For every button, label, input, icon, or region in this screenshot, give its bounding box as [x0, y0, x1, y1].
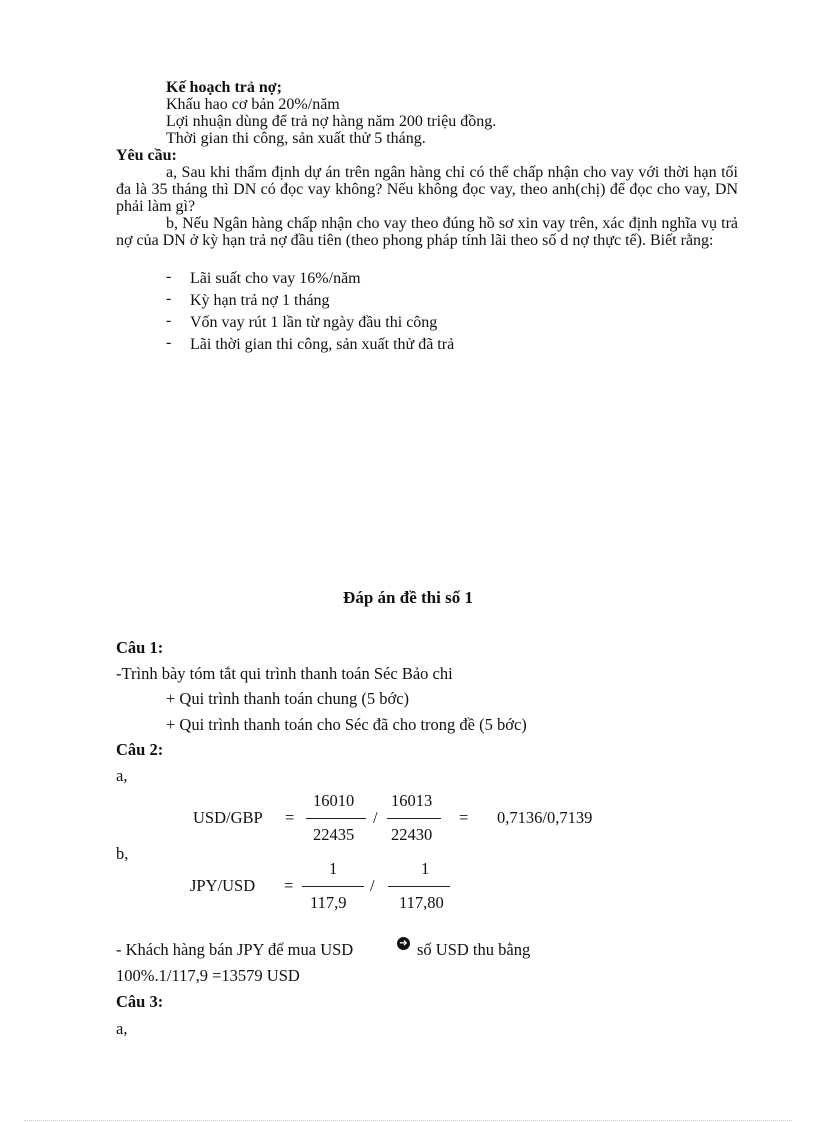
arrow-right-icon: ➜: [397, 937, 410, 950]
fraction-denominator-1: 22435: [313, 825, 355, 844]
bullet-interest-rate: Lãi suất cho vay 16%/năm: [190, 270, 361, 287]
q3-part-a-label: a,: [116, 1019, 128, 1038]
fraction-numerator-2: 16013: [391, 791, 433, 810]
fraction-denominator-1: 117,9: [310, 893, 347, 912]
fraction-numerator-1: 1: [329, 859, 338, 878]
bullet-marker: -: [166, 334, 172, 351]
fraction-numerator-1: 16010: [313, 791, 355, 810]
fraction-bar: [388, 886, 450, 887]
bullet-interest-paid: Lãi thời gian thi công, sản xuất thử đã trả: [190, 336, 455, 353]
fraction-bar: [302, 886, 364, 887]
requirement-a-paragraph: a, Sau khi thẩm định dự án trên ngân hàng chỉ có thể chấp nhận cho vay với thời hạn tối đa là 35 tháng thì DN có đọc vay không? Nếu không đọc vay, theo anh(chị) để đọc cho vay, DN phải làm gì?: [116, 164, 738, 215]
plan-title: Kế hoạch trả nợ;: [166, 79, 282, 96]
answer-title: Đáp án đề thi số 1: [343, 588, 473, 607]
bullet-marker: -: [166, 312, 172, 329]
q2-heading: Câu 2:: [116, 740, 164, 759]
plan-line-construction-time: Thời gian thi công, sản xuất thử 5 tháng.: [166, 130, 426, 147]
equals-sign: =: [285, 808, 295, 827]
q1-summary-line: -Trình bày tóm tắt qui trình thanh toán Séc Bảo chi: [116, 664, 453, 683]
plan-line-profit: Lợi nhuận dùng để trả nợ hàng năm 200 triệu đồng.: [166, 113, 497, 130]
requirements-title: Yêu cầu:: [116, 147, 177, 164]
usd-gbp-pair: USD/GBP: [193, 808, 263, 827]
jpy-usd-pair: JPY/USD: [190, 876, 256, 895]
fraction-denominator-2: 117,80: [399, 893, 444, 912]
page-bottom-divider: [24, 1120, 792, 1121]
fraction-slash: /: [370, 876, 375, 895]
equals-sign: =: [284, 876, 294, 895]
usd-calculation: 100%.1/117,9 =13579 USD: [116, 966, 300, 985]
bullet-marker: -: [166, 268, 172, 285]
fraction-numerator-2: 1: [421, 859, 430, 878]
equals-sign: =: [459, 808, 469, 827]
q3-heading: Câu 3:: [116, 992, 164, 1011]
plan-line-depreciation: Khấu hao cơ bản 20%/năm: [166, 96, 340, 113]
fraction-bar: [306, 818, 366, 819]
fraction-bar: [387, 818, 441, 819]
sell-jpy-line: - Khách hàng bán JPY để mua USD: [116, 940, 354, 959]
requirement-b-paragraph: b, Nếu Ngân hàng chấp nhận cho vay theo đúng hồ sơ xin vay trên, xác định nghĩa vụ trả nợ của DN ở kỳ hạn trả nợ đầu tiên (theo phong pháp tính lãi theo số d nợ thực tế). Biết rằng:: [116, 215, 738, 249]
q1-general-process: + Qui trình thanh toán chung (5 bớc): [166, 689, 410, 708]
q1-specific-process: + Qui trình thanh toán cho Séc đã cho trong đề (5 bớc): [166, 715, 527, 734]
sell-jpy-result-text: số USD thu bằng: [417, 940, 531, 959]
bullet-drawdown: Vốn vay rút 1 lần từ ngày đầu thi công: [190, 314, 438, 331]
bullet-repayment-term: Kỳ hạn trả nợ 1 tháng: [190, 292, 330, 309]
q1-heading: Câu 1:: [116, 638, 164, 657]
fraction-denominator-2: 22430: [391, 825, 433, 844]
q2-part-a-label: a,: [116, 766, 128, 785]
q2-part-b-label: b,: [116, 844, 129, 863]
bullet-marker: -: [166, 290, 172, 307]
usd-gbp-result: 0,7136/0,7139: [497, 808, 593, 827]
fraction-slash: /: [373, 808, 378, 827]
